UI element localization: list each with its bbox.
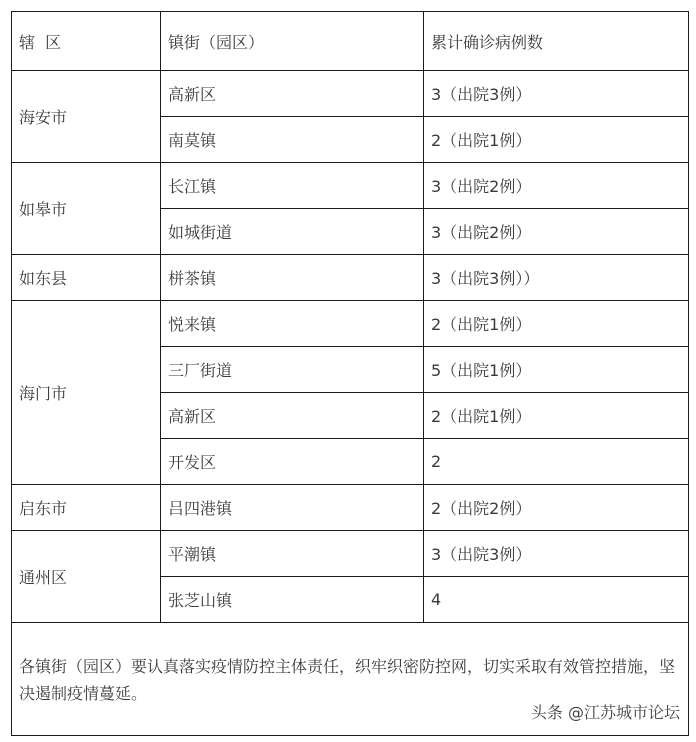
footer-note: 各镇街（园区）要认真落实疫情防控主体责任，织牢织密防控网，切实采取有效管控措施，坚决遏制疫情蔓延。 — [19, 657, 676, 703]
confirmed-cases-table — [11, 11, 689, 736]
district-cell: 启东市 — [12, 485, 161, 531]
cases-cell: 3（出院2例） — [424, 209, 689, 255]
header-district: 辖 区 — [12, 12, 161, 71]
cases-cell: 2 — [424, 439, 689, 485]
town-cell: 栟茶镇 — [161, 255, 424, 301]
district-cell: 通州区 — [12, 531, 161, 623]
cases-cell: 2（出院1例） — [424, 393, 689, 439]
cases-cell: 5（出院1例） — [424, 347, 689, 393]
town-cell: 如城街道 — [161, 209, 424, 255]
cases-cell: 3（出院3例） — [424, 71, 689, 117]
watermark: 头条 @江苏城市论坛 — [530, 703, 680, 722]
district-cell: 如皋市 — [12, 163, 161, 255]
table-header-row — [12, 12, 689, 71]
footer-cell — [12, 623, 689, 736]
town-cell: 开发区 — [161, 439, 424, 485]
cases-cell: 2（出院1例） — [424, 117, 689, 163]
header-cases: 累计确诊病例数 — [424, 12, 689, 71]
district-cell: 如东县 — [12, 255, 161, 301]
town-cell: 吕四港镇 — [161, 485, 424, 531]
town-cell: 平潮镇 — [161, 531, 424, 577]
town-cell: 长江镇 — [161, 163, 424, 209]
district-cell: 海门市 — [12, 301, 161, 485]
cases-cell: 3（出院2例） — [424, 163, 689, 209]
town-cell: 三厂街道 — [161, 347, 424, 393]
district-cell: 海安市 — [12, 71, 161, 163]
town-cell: 悦来镇 — [161, 301, 424, 347]
cases-cell: 4 — [424, 577, 689, 623]
town-cell: 高新区 — [161, 393, 424, 439]
town-cell: 张芝山镇 — [161, 577, 424, 623]
table-row — [12, 71, 689, 117]
table-row — [12, 255, 689, 301]
town-cell: 高新区 — [161, 71, 424, 117]
cases-cell: 3（出院3例） — [424, 531, 689, 577]
table-row — [12, 485, 689, 531]
header-town: 镇街（园区） — [161, 12, 424, 71]
cases-cell: 2（出院1例） — [424, 301, 689, 347]
footer-row — [12, 623, 689, 736]
table-row — [12, 301, 689, 347]
cases-cell: 3（出院3例）） — [424, 255, 689, 301]
cases-cell: 2（出院2例） — [424, 485, 689, 531]
table-row — [12, 163, 689, 209]
town-cell: 南莫镇 — [161, 117, 424, 163]
table-row — [12, 531, 689, 577]
